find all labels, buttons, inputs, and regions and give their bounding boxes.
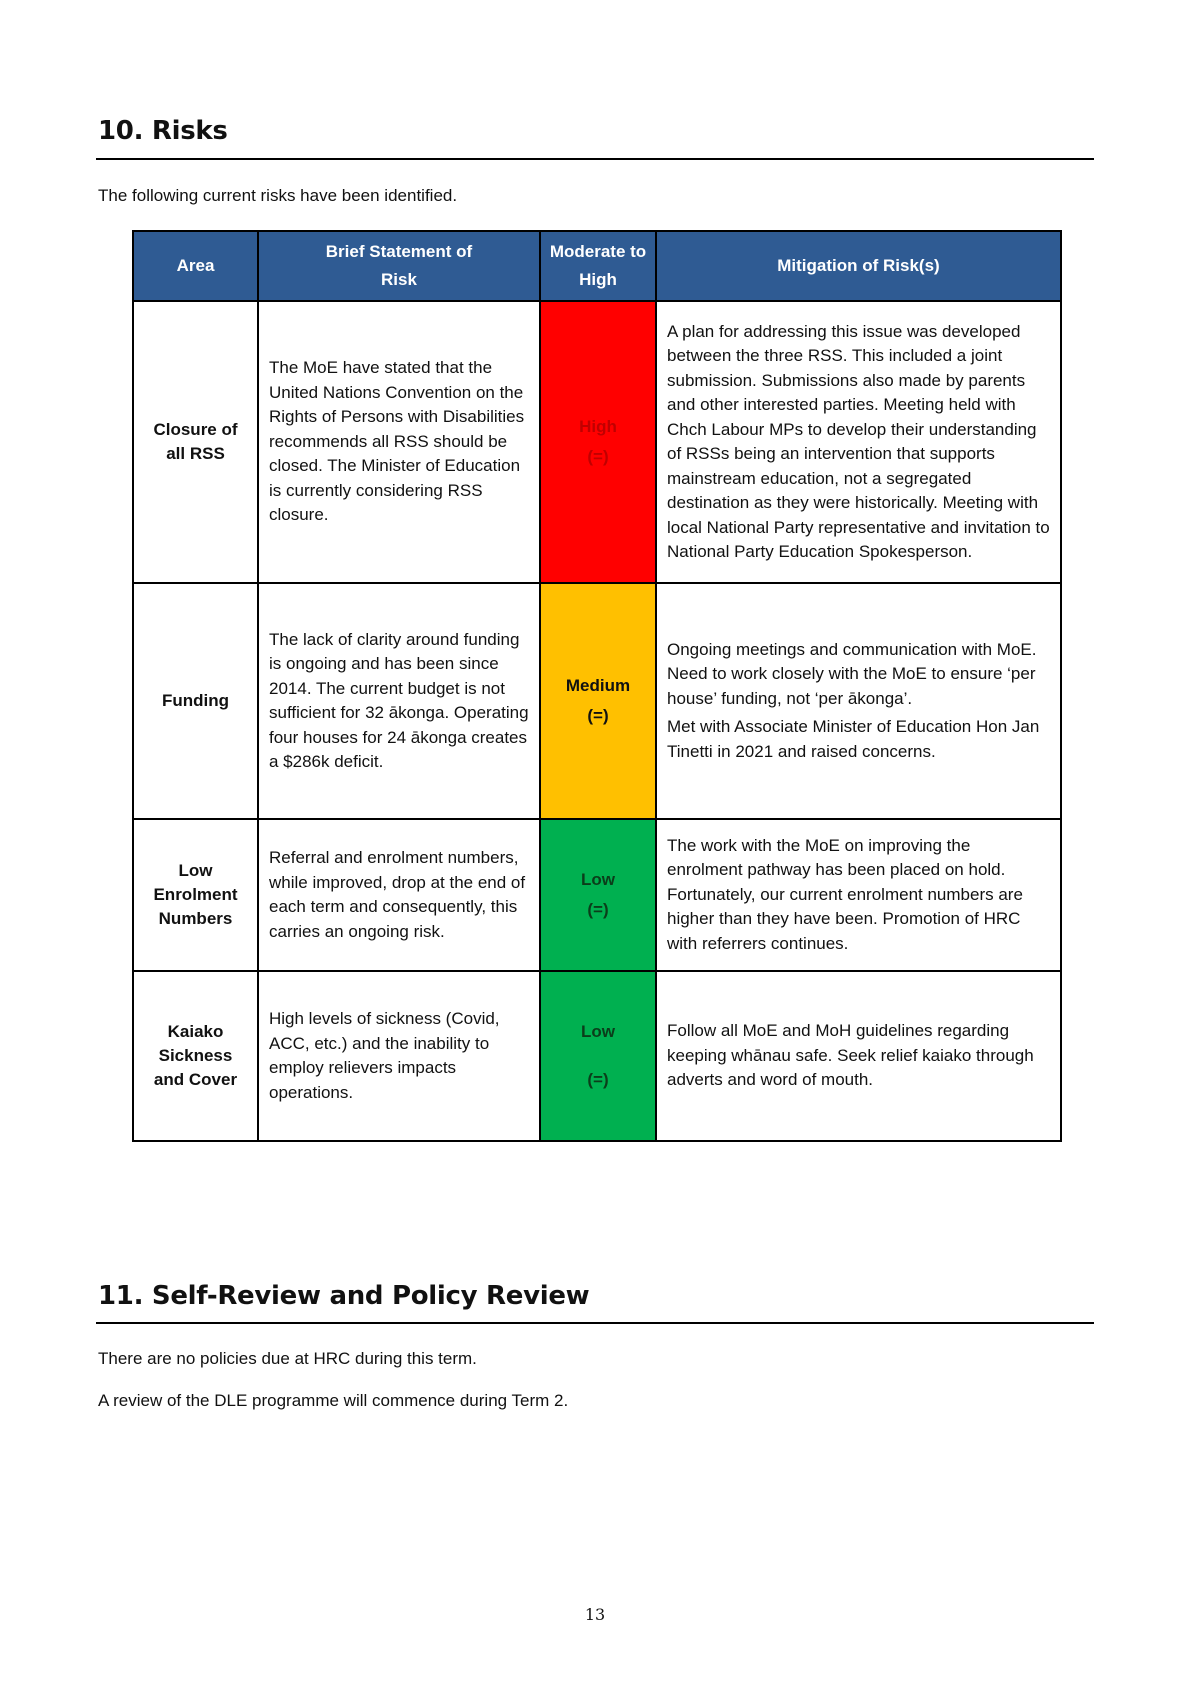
table-header-row <box>133 231 1061 301</box>
risk-trend: (=) <box>587 1070 609 1089</box>
mitigation-text: Follow all MoE and MoH guidelines regarding keeping whānau safe. Seek relief kaiako through adverts and word of mouth. <box>667 1021 1034 1090</box>
table-row <box>133 301 1061 583</box>
risk-area: Low Enrolment Numbers <box>133 819 258 971</box>
risks-table <box>132 230 1062 1142</box>
risk-mitigation <box>656 583 1061 819</box>
risk-area: Closure of all RSS <box>133 301 258 583</box>
section-10-intro: The following current risks have been identified. <box>98 186 458 205</box>
risk-statement: High levels of sickness (Covid, ACC, etc.) and the inability to employ relievers impacts operations. <box>258 971 540 1141</box>
risk-statement: The MoE have stated that the United Nations Convention on the Rights of Persons with Disabilities recommends all RSS should be closed. The Minister of Education is currently considering RSS closure. <box>258 301 540 583</box>
risk-mitigation <box>656 819 1061 971</box>
section-11-para-2: A review of the DLE programme will commence during Term 2. <box>98 1391 569 1410</box>
mitigation-text: Met with Associate Minister of Education Hon Jan Tinetti in 2021 and raised concerns. <box>667 717 1040 761</box>
risk-level-label: Low <box>581 870 615 889</box>
risk-mitigation <box>656 971 1061 1141</box>
risk-level-label: Medium <box>565 676 631 695</box>
table-row <box>133 583 1061 819</box>
risk-level-label: High <box>579 417 617 436</box>
risk-area: Funding <box>133 583 258 819</box>
table-row <box>133 971 1061 1141</box>
section-11-heading: 11. Self-Review and Policy Review <box>98 1281 590 1311</box>
header-statement: Brief Statement of Risk <box>258 231 540 301</box>
table-row <box>133 819 1061 971</box>
risk-level-low <box>540 971 656 1141</box>
risk-trend: (=) <box>587 706 609 725</box>
mitigation-text: The work with the MoE on improving the enrolment pathway has been placed on hold. Fortunately, our current enrolment numbers are higher than they have been. Promotion of HRC with referrers continues. <box>667 835 1023 953</box>
risk-level-high <box>540 301 656 583</box>
risk-mitigation <box>656 301 1061 583</box>
risk-level-low <box>540 819 656 971</box>
page-number: 13 <box>584 1605 606 1624</box>
mitigation-text: A plan for addressing this issue was developed between the three RSS. This included a joint submission. Submissions also made by parents and other interested parties. Meeting held with Chch Labour MPs to develop their understanding of RSSs being an intervention that supports mainstream education, not a segregated destination as they were historically. Meeting with local National Party representative and invitation to National Party Education Spokesperson. <box>667 321 1050 561</box>
section-11-para-1: There are no policies due at HRC during this term. <box>98 1349 477 1368</box>
risk-statement: Referral and enrolment numbers, while improved, drop at the end of each term and consequently, this carries an ongoing risk. <box>258 819 540 971</box>
risk-level-medium <box>540 583 656 819</box>
section-11-rule <box>96 1322 1094 1324</box>
header-mitigation: Mitigation of Risk(s) <box>656 231 1061 301</box>
risk-trend: (=) <box>587 447 609 466</box>
mitigation-text: Ongoing meetings and communication with MoE. Need to work closely with the MoE to ensure ‘per house’ funding, not ‘per ākonga’. <box>667 639 1037 708</box>
risk-area: Kaiako Sickness and Cover <box>133 971 258 1141</box>
section-10-rule <box>96 158 1094 160</box>
risk-statement: The lack of clarity around funding is ongoing and has been since 2014. The current budget is not sufficient for 32 ākonga. Operating four houses for 24 ākonga creates a $286k deficit. <box>258 583 540 819</box>
risk-level-label: Low <box>581 1022 615 1041</box>
section-10-heading: 10. Risks <box>98 116 228 146</box>
header-level: Moderate to High <box>540 231 656 301</box>
header-area: Area <box>133 231 258 301</box>
level-gap <box>542 1047 654 1065</box>
risk-trend: (=) <box>587 900 609 919</box>
